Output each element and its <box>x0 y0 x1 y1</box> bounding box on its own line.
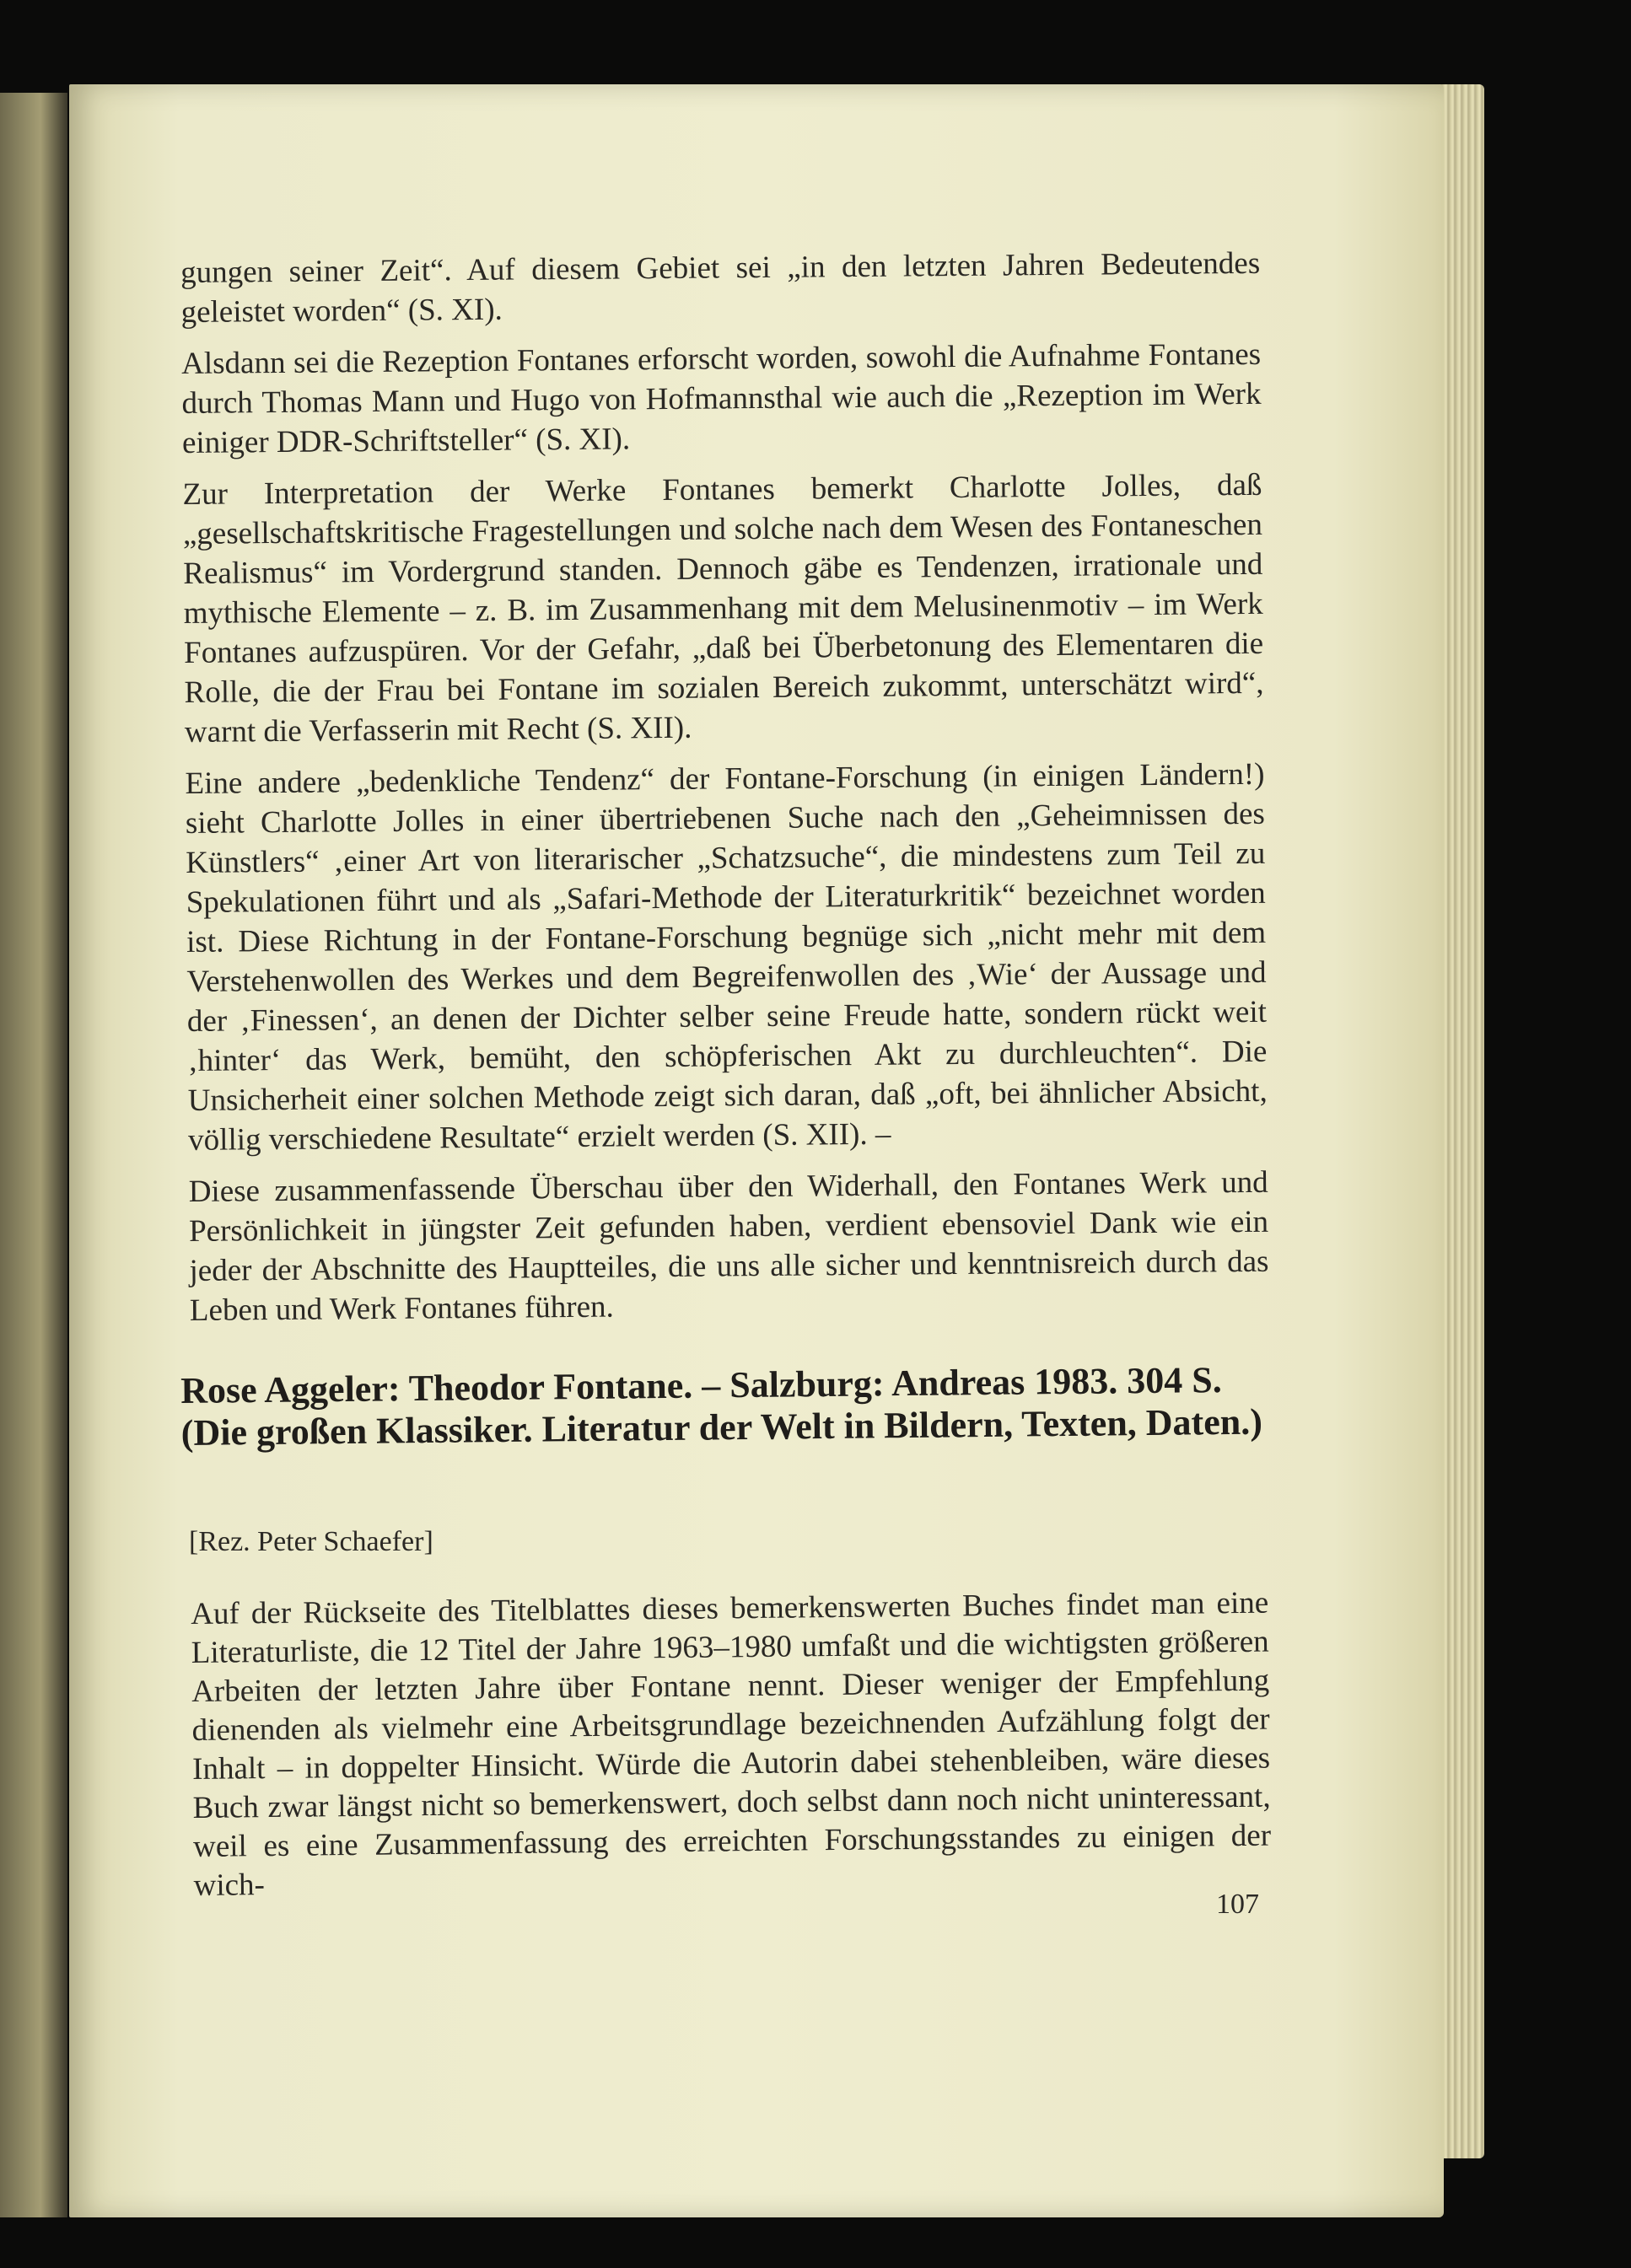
reviewer-credit: [Rez. Peter Schaefer] <box>189 1526 433 1557</box>
paragraph-1: gungen seiner Zeit“. Auf diesem Gebiet sei „in den letzten Jahren Bedeutendes geleistet worden“ (S. XI). <box>180 245 1261 330</box>
page-number: 107 <box>1216 1889 1259 1920</box>
paragraph-3: Zur Interpretation der Werke Fontanes bemerkt Charlotte Jolles, daß „gesellschaftskritische Fragestellungen und solche nach dem Wesen des Fontaneschen Realismus“ im Vordergrund standen. Dennoch gäbe es Tendenzen, irrationale und mythische Elemente – z. B. im Zusammenhang mit dem Melusinenmotiv – im Werk Fontanes aufzuspüren. Vor der Gefahr, „daß bei Überbetonung des Elementaren die Rolle, die der Frau bei Fontane im sozialen Bereich zukommt, unterschätzt wird“, warnt die Verfasserin mit Recht (S. XII). <box>182 467 1264 750</box>
facing-page-edge <box>0 93 67 2217</box>
paragraph-4: Eine andere „bedenkliche Tendenz“ der Fontane-Forschung (in einigen Ländern!) sieht Charlotte Jolles in einer übertriebenen Suche nach den „Geheimnissen des Künstlers“ ‚einer Art von literarischer „Schatzsuche“, die mindestens zum Teil zu Spekulationen führt und als „Safari-Methode der Literaturkritik“ bezeichnet worden ist. Diese Richtung in der Fontane-Forschung begnüge sich „nicht mehr mit dem Verstehenwollen des Werkes und dem Begreifenwollen des ‚Wie‘ der Aussage und der ‚Finessen‘, an denen der Dichter selber seine Freude hatte, sondern rückt weit ‚hinter‘ das Werk, bemüht, den schöpferischen Akt zu durchleuchten“. Die Unsicherheit einer solchen Methode zeigt sich daran, daß „oft, bei ähnlicher Absicht, völlig verschiedene Resultate“ erzielt werden (S. XII). – <box>185 756 1268 1158</box>
review-heading: Rose Aggeler: Theodor Fontane. – Salzburg: Andreas 1983. 304 S. (Die großen Klassiker. Literatur der Welt in Bildern, Texten, Daten.) <box>180 1359 1263 1454</box>
paragraph-2: Alsdann sei die Rezeption Fontanes erforscht worden, sowohl die Aufnahme Fontanes durch Thomas Mann und Hugo von Hofmannsthal wie auch die „Rezeption im Werk einiger DDR-Schriftsteller“ (S. XI). <box>180 336 1262 460</box>
review-paragraph: Auf der Rückseite des Titelblattes dieses bemerkenswerten Buches findet man eine Literaturliste, die 12 Titel der Jahre 1963–1980 umfaßt und die wichtigsten größeren Arbeiten der letzten Jahre über Fontane nennt. Dieser weniger der Empfehlung dienenden als vielmehr eine Arbeitsgrundlage bezeichnenden Aufzählung folgt der Inhalt – in doppelter Hinsicht. Würde die Autorin dabei stehenbleiben, wäre dieses Buch zwar längst nicht so bemerkenswert, doch selbst dann noch nicht uninteressant, weil es eine Zusammenfassung des erreichten Forschungsstandes zu einigen der wich- <box>191 1585 1272 1903</box>
paragraph-5: Diese zusammenfassende Überschau über den Widerhall, den Fontanes Werk und Persönlichkeit in jüngster Zeit gefunden haben, verdient ebensoviel Dank wie ein jeder der Abschnitte des Hauptteiles, die uns alle sicher und kenntnisreich durch das Leben und Werk Fontanes führen. <box>188 1164 1269 1328</box>
review-body <box>191 1584 1272 1905</box>
main-text <box>180 244 1269 1342</box>
